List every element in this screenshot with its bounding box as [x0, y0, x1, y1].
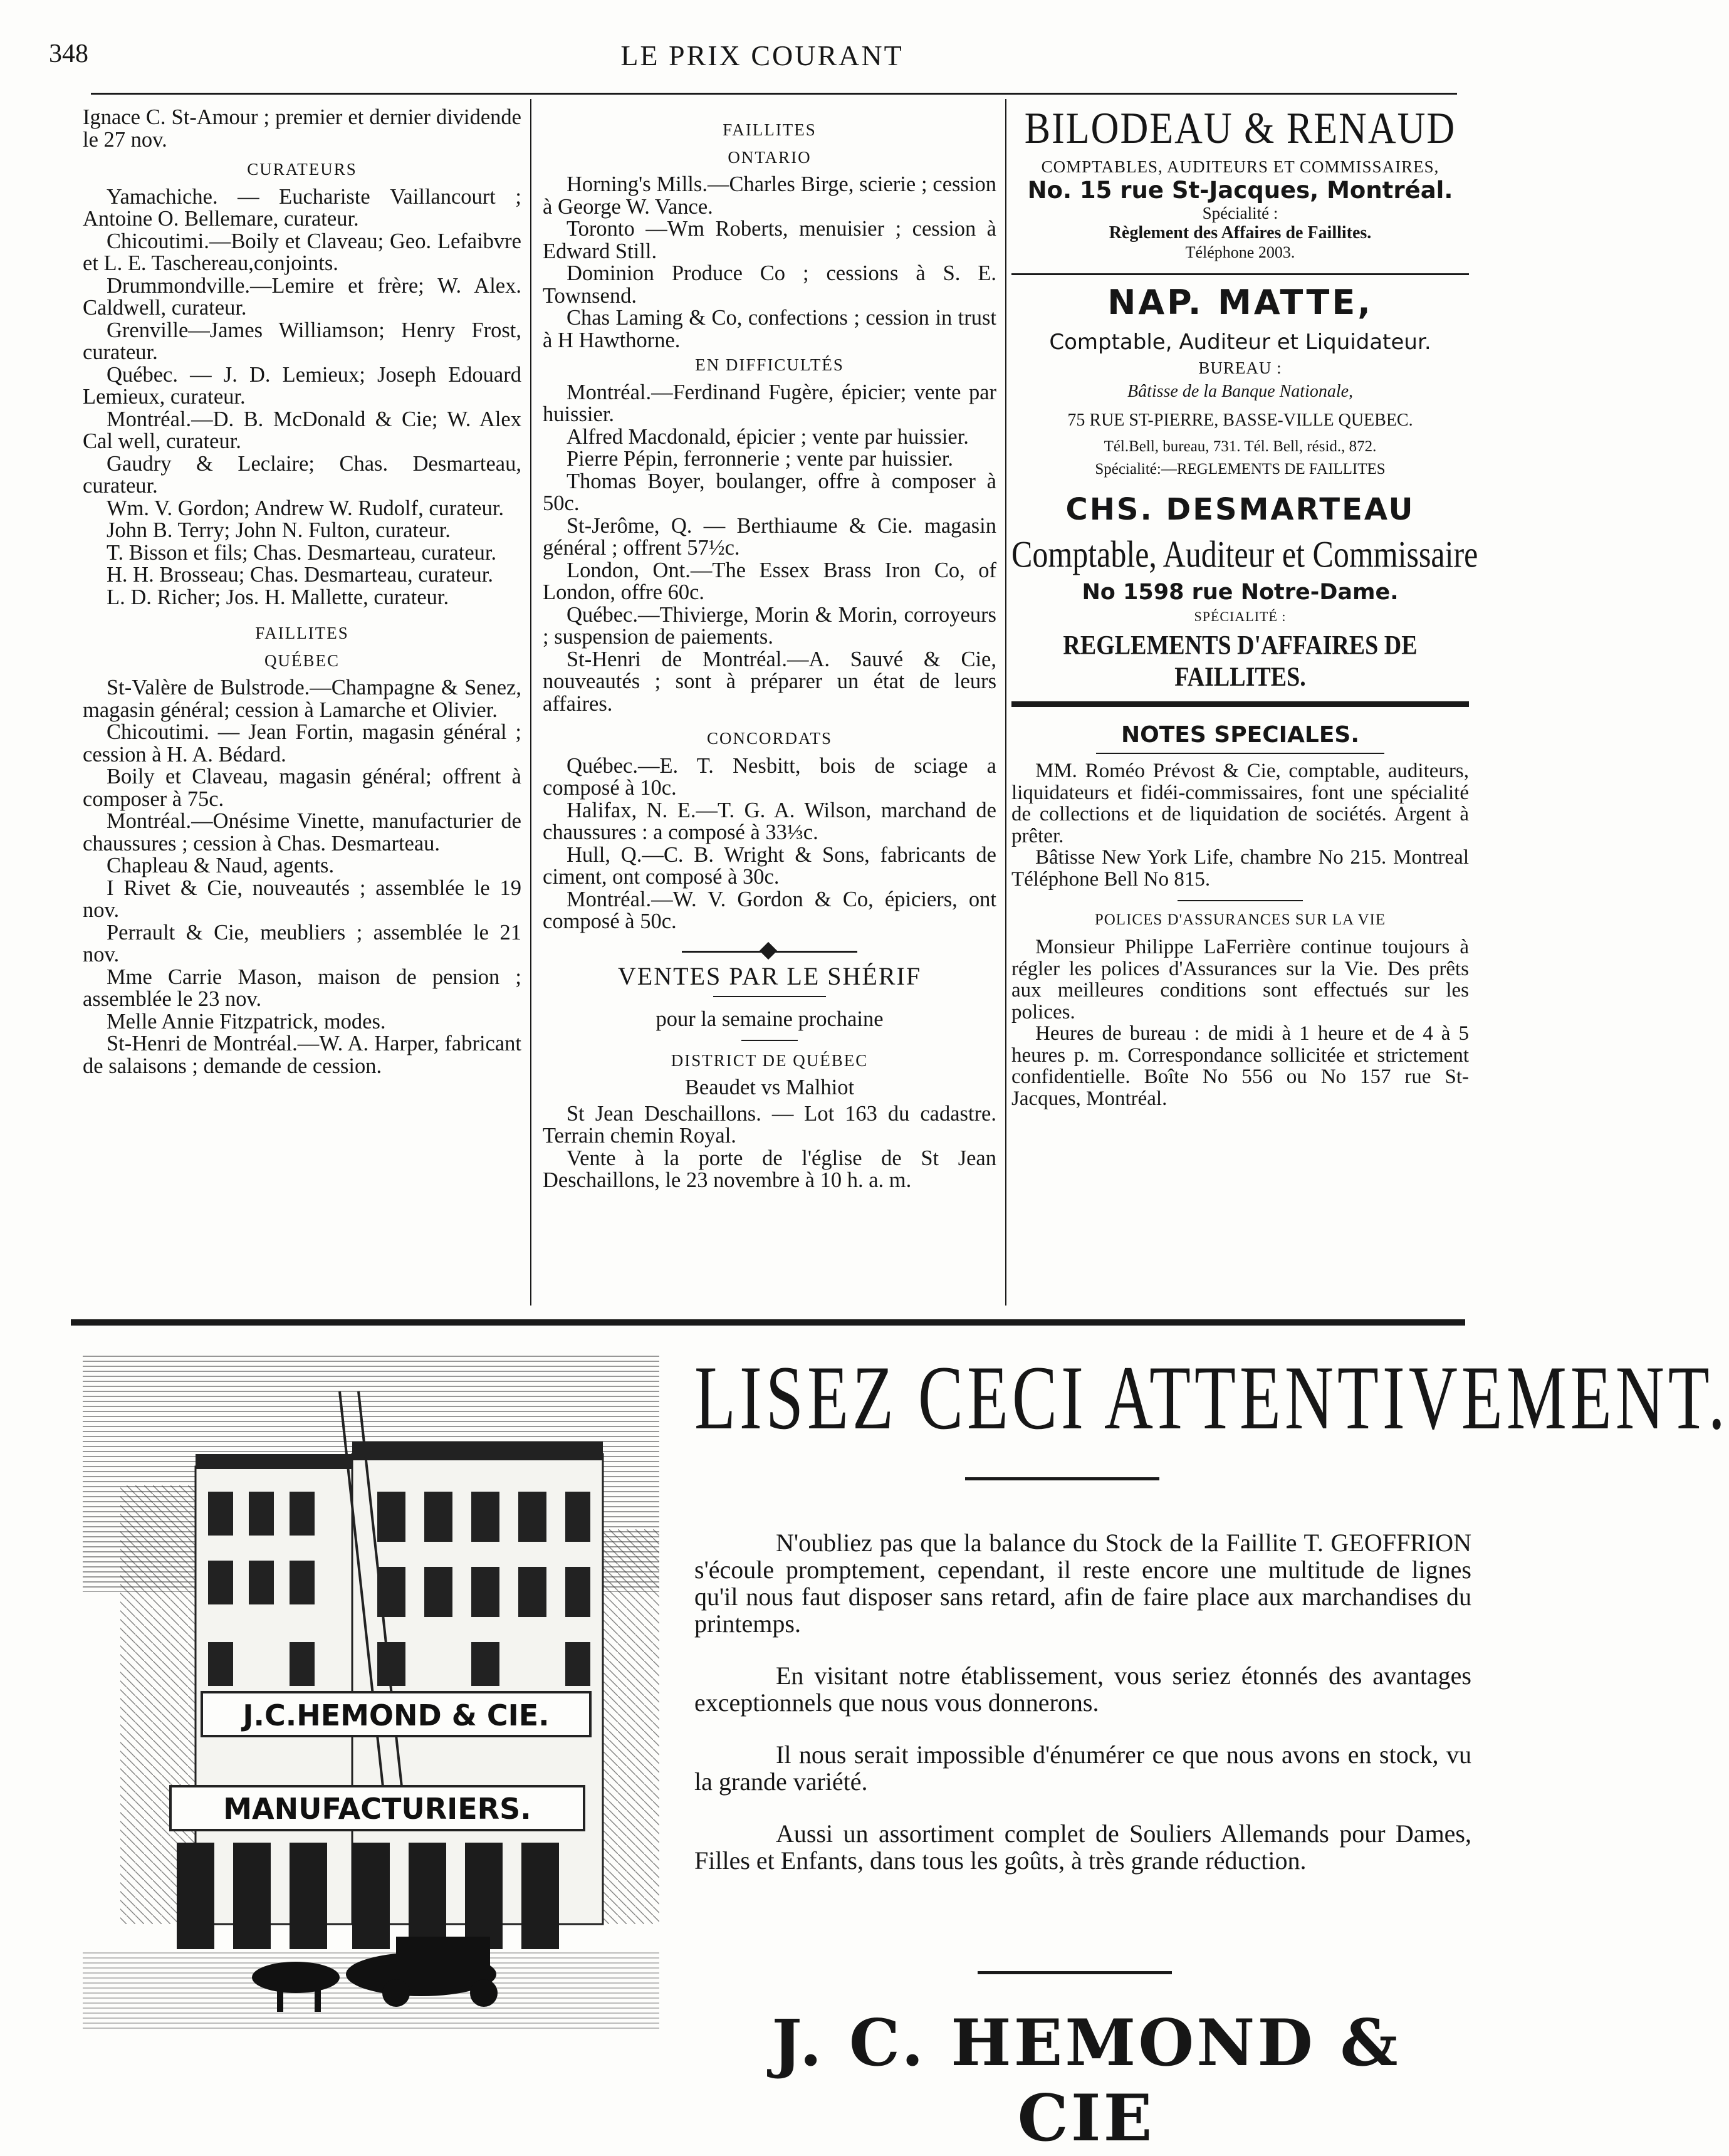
column-1 [83, 107, 521, 1077]
list-item: Horning's Mills.—Charles Birge, scierie ; cession à George W. Vance. [543, 172, 996, 219]
list-item: London, Ont.—The Essex Brass Iron Co, of London, offre 60c. [543, 558, 996, 604]
list-item: Boily et Claveau, magasin général; offrent à composer à 75c. [83, 765, 521, 811]
list-item: Montréal.—W. V. Gordon & Co, épiciers, ont composé à 50c. [543, 887, 996, 933]
list-item: St Jean Deschaillons. — Lot 163 du cadastre. Terrain chemin Royal. [543, 1101, 996, 1148]
section-heading: CURATEURS [247, 160, 357, 179]
note-paragraph: Bâtisse New York Life, chambre No 215. Montreal Téléphone Bell No 815. [1011, 846, 1469, 891]
ad-paragraph: En visitant notre établissement, vous seriez étonnés des avantages exceptionnels que nous vous donnerons. [694, 1661, 1471, 1717]
note-paragraph: MM. Roméo Prévost & Cie, comptable, auditeurs, liquidateurs et fidéi-commissaires, font une spécialité de collections et de liquidation de sociétés. Argent à prêter. [1011, 760, 1469, 847]
ad-line: No. 15 rue St-Jacques, Montréal. [1027, 177, 1453, 204]
ad-line: Téléphone 2003. [1185, 243, 1295, 261]
list-item: Alfred Macdonald, épicier ; vente par huissier. [567, 424, 969, 449]
short-rule [741, 1040, 798, 1041]
building-engraving-icon [83, 1354, 659, 2031]
ad-desmarteau [1011, 492, 1478, 693]
ad-line: Spécialité : [1202, 204, 1278, 222]
header-rule [91, 93, 1457, 95]
list-item: L. D. Richer; Jos. H. Mallette, curateur. [107, 585, 449, 609]
district-heading: DISTRICT DE QUÉBEC [671, 1050, 869, 1070]
list-item: Montréal.—Ferdinand Fugère, épicier; vente par huissier. [543, 380, 996, 426]
storefront-illustration [83, 1354, 659, 2031]
sheriff-heading: VENTES PAR LE SHÉRIF [617, 961, 922, 990]
ad-line: BUREAU : [1198, 358, 1282, 377]
ad-line: Spécialité:—REGLEMENTS DE FAILLITES [1095, 461, 1386, 478]
list-item: Drummondville.—Lemire et frère; W. Alex. Caldwell, curateur. [83, 273, 521, 320]
ad-line: SPÉCIALITÉ : [1194, 609, 1287, 624]
section-subheading: ONTARIO [728, 147, 812, 167]
ornament-rule [682, 951, 857, 953]
short-rule [1096, 753, 1384, 754]
ad-line: No 1598 rue Notre-Dame. [1082, 580, 1399, 605]
ad-line: 75 RUE ST-PIERRE, BASSE-VILLE QUEBEC. [1067, 411, 1413, 430]
ad-title: BILODEAU & RENAUD [1024, 103, 1456, 154]
list-item: Thomas Boyer, boulanger, offre à composer à 50c. [543, 469, 996, 515]
ad-title: CHS. DESMARTEAU [1065, 492, 1415, 527]
ad-paragraph: Il nous serait impossible d'énumérer ce que nous avons en stock, vu la grande variété. [694, 1740, 1471, 1796]
case-name: Beaudet vs Malhiot [684, 1075, 855, 1099]
journal-title: LE PRIX COURANT [620, 39, 904, 71]
column-3 [1011, 100, 1478, 1110]
section-heading: FAILLITES [255, 624, 349, 642]
ad-line: Comptable, Auditeur et Commissaire [1011, 533, 1478, 575]
notes-body [1011, 760, 1469, 890]
list-item: Melle Annie Fitzpatrick, modes. [107, 1009, 386, 1034]
list-item: Québec. — J. D. Lemieux; Joseph Edouard Lemieux, curateur. [83, 362, 521, 409]
section-rule [71, 1319, 1465, 1326]
polices-body [1011, 936, 1469, 1109]
list-item: St-Henri de Montréal.—A. Sauvé & Cie, nouveautés ; sont à préparer un état de leurs affaires. [543, 647, 996, 716]
notes-heading: NOTES SPECIALES. [1120, 722, 1360, 748]
ad-line: Tél.Bell, bureau, 731. Tél. Bell, résid., 872. [1104, 438, 1377, 455]
list-item: Chicoutimi.—Boily et Claveau; Geo. Lefaibvre et L. E. Taschereau,conjoints. [83, 229, 521, 275]
list-item: Toronto —Wm Roberts, menuisier ; cession à Edward Still. [543, 217, 996, 263]
list-item: Montréal.—D. B. McDonald & Cie; W. Alex Cal well, curateur. [83, 407, 521, 453]
section-subheading: EN DIFFICULTÉS [695, 355, 844, 374]
column-2 [543, 119, 996, 1192]
list-item: Chicoutimi. — Jean Fortin, magasin général ; cession à H. A. Bédard. [83, 720, 521, 767]
list-item: Halifax, N. E.—T. G. A. Wilson, marchand de chaussures : a composé à 33⅓c. [543, 798, 996, 844]
ad-paragraph: N'oubliez pas que la balance du Stock de la Faillite T. GEOFFRION s'écoule promptement, cependant, il reste encore une multitude de lignes qu'il nous faut disposer sans retard, afin de faire place aux marchandises du printemps. [694, 1529, 1471, 1638]
list-item: St-Henri de Montréal.—W. A. Harper, fabricant de salaisons ; demande de cession. [83, 1032, 521, 1078]
ad-signature: J. C. HEMOND & CIE [771, 2006, 1401, 2156]
list-item: Hull, Q.—C. B. Wright & Sons, fabricants de ciment, ont composé à 30c. [543, 842, 996, 889]
short-rule [978, 1971, 1172, 1974]
diamond-icon [760, 941, 777, 959]
sign-text: J.C.HEMOND & CIE. [243, 1698, 550, 1732]
polices-heading: POLICES D'ASSURANCES SUR LA VIE [1094, 911, 1386, 928]
ad-line: REGLEMENTS D'AFFAIRES DE FAILLITES. [1063, 630, 1418, 693]
ad-line: COMPTABLES, AUDITEURS ET COMMISSAIRES, [1041, 157, 1439, 176]
list-item: Québec.—E. T. Nesbitt, bois de sciage a composé à 10c. [543, 753, 996, 800]
list-item: Montréal.—Onésime Vinette, manufacturier de chaussures ; cession à Chas. Desmarteau. [83, 809, 521, 856]
list-item: Grenville—James Williamson; Henry Frost, curateur. [83, 318, 521, 364]
column-divider [530, 99, 531, 1306]
list-item: Gaudry & Leclaire; Chas. Desmarteau, curateur. [83, 451, 521, 498]
ad-paragraph: Aussi un assortiment complet de Souliers Allemands pour Dames, Filles et Enfants, dans tous les goûts, à très grande réduction. [694, 1819, 1471, 1875]
ad-rule [1011, 701, 1469, 707]
list-item: H. H. Brosseau; Chas. Desmarteau, curateur. [107, 563, 493, 587]
list-item: Perrault & Cie, meubliers ; assemblée le 21 nov. [83, 920, 521, 966]
short-rule [965, 1477, 1159, 1480]
section-heading: FAILLITES [723, 120, 817, 139]
list-item: Chas Laming & Co, confections ; cession in trust à H Hawthorne. [543, 306, 996, 352]
list-item: Mme Carrie Mason, maison de pension ; assemblée le 23 nov. [83, 965, 521, 1011]
column-divider [1005, 99, 1006, 1306]
section-subheading: QUÉBEC [264, 651, 340, 670]
list-item: Dominion Produce Co ; cessions à S. E. Townsend. [543, 261, 996, 308]
ad-line: Comptable, Auditeur et Liquidateur. [1049, 330, 1431, 355]
ad-headline: LISEZ CECI ATTENTIVEMENT. [694, 1348, 1729, 1449]
short-rule [713, 996, 826, 997]
ad-bilodeau [1011, 103, 1469, 262]
section-heading: CONCORDATS [706, 729, 833, 748]
short-rule [1178, 900, 1303, 901]
list-item: Vente à la porte de l'église de St Jean Deschaillons, le 23 novembre à 10 h. a. m. [543, 1146, 996, 1192]
ad-line: Bâtisse de la Banque Nationale, [1127, 382, 1354, 401]
sheriff-subheading: pour la semaine prochaine [656, 1007, 884, 1031]
list-item: St-Valère de Bulstrode.—Champagne & Senez, magasin général; cession à Lamarche et Olivier. [83, 676, 521, 722]
list-item: Yamachiche. — Eucharistе Vaillancourt ; Antoine O. Bellemare, curateur. [83, 184, 521, 231]
list-item: T. Bisson et fils; Chas. Desmarteau, curateur. [107, 540, 497, 565]
page-number: 348 [49, 39, 88, 68]
list-item: St-Jerôme, Q. — Berthiaume & Cie. magasin général ; offrent 57½c. [543, 513, 996, 560]
note-paragraph: Monsieur Philippe LaFerrière continue toujours à régler les polices d'Assurances sur la Vie. Des prêts aux meilleures conditions sont effectués sur les polices. [1011, 936, 1469, 1023]
ad-rule [1011, 273, 1469, 275]
ad-matte [1011, 283, 1469, 478]
list-item: Québec.—Thivierge, Morin & Morin, corroyeurs ; suspension de paiements. [543, 602, 996, 649]
note-paragraph: Heures de bureau : de midi à 1 heure et de 4 à 5 heures p. m. Correspondance sollicitée et strictement confidentielle. Boîte No 556 ou No 157 rue St-Jacques, Montréal. [1011, 1022, 1469, 1110]
ad-title: NAP. MATTE, [1107, 283, 1373, 322]
intro-text: Ignace C. St-Amour ; premier et dernier dividende le 27 nov. [83, 105, 521, 152]
list-item: I Rivet & Cie, nouveautés ; assemblée le 19 nov. [83, 876, 521, 922]
sign-text: MANUFACTURIERS. [223, 1792, 531, 1826]
list-item: Pierre Pépin, ferronnerie ; vente par huissier. [567, 447, 953, 471]
list-item: John B. Terry; John N. Fulton, curateur. [107, 518, 451, 542]
ad-line: Règlement des Affaires de Faillites. [1109, 223, 1372, 243]
list-item: Wm. V. Gordon; Andrew W. Rudolf, curateur. [107, 496, 504, 520]
ad-body [694, 1529, 1471, 1899]
list-item: Chapleau & Naud, agents. [107, 854, 335, 877]
